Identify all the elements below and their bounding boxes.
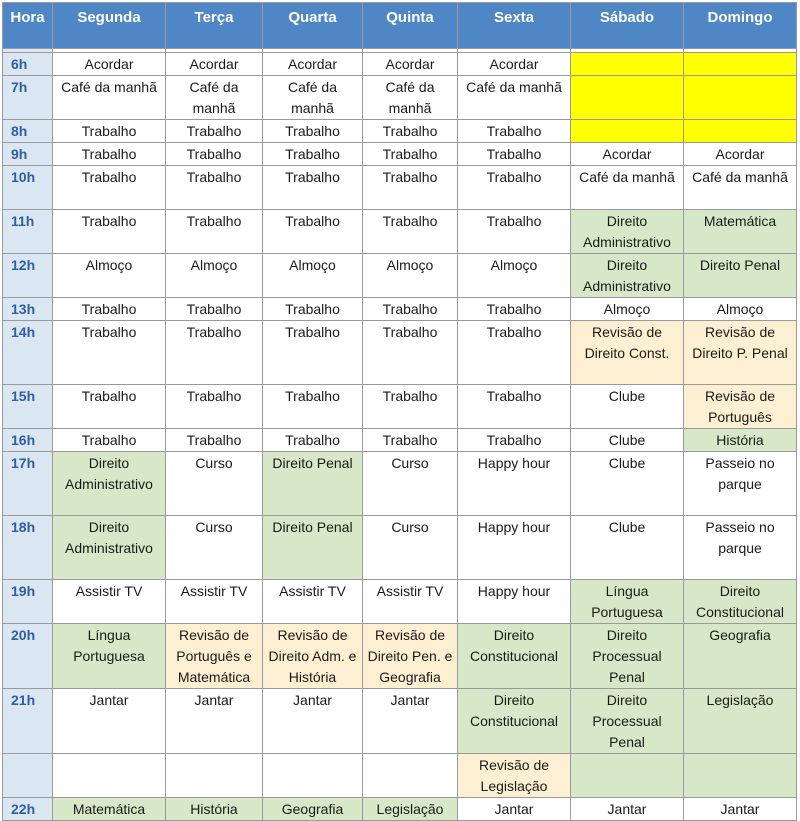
cell-domingo <box>684 76 797 120</box>
cell-sexta: Direito Constitucional <box>458 689 571 754</box>
cell-quinta: Almoço <box>363 254 458 298</box>
cell-domingo: Passeio no parque <box>684 516 797 580</box>
cell-quarta: Acordar <box>263 53 363 76</box>
cell-terca: Revisão de Português e Matemática <box>166 624 263 689</box>
cell-quinta <box>363 754 458 798</box>
cell-sexta: Trabalho <box>458 143 571 166</box>
hour-label: 11h <box>3 210 53 254</box>
cell-quinta: Curso <box>363 516 458 580</box>
cell-segunda: Direito Administrativo <box>53 516 166 580</box>
cell-quinta: Trabalho <box>363 429 458 452</box>
cell-segunda: Acordar <box>53 53 166 76</box>
schedule-row <box>3 254 797 298</box>
cell-terca: Trabalho <box>166 385 263 429</box>
hour-label: 15h <box>3 385 53 429</box>
hour-label: 7h <box>3 76 53 120</box>
schedule-row <box>3 516 797 580</box>
cell-quinta: Curso <box>363 452 458 516</box>
schedule-row <box>3 53 797 76</box>
hour-label: 8h <box>3 120 53 143</box>
cell-sabado: Café da manhã <box>571 166 684 210</box>
hour-label: 18h <box>3 516 53 580</box>
hour-label: 17h <box>3 452 53 516</box>
cell-sexta: Trabalho <box>458 120 571 143</box>
cell-terca: Assistir TV <box>166 580 263 624</box>
cell-sabado: Jantar <box>571 798 684 821</box>
cell-terca: Trabalho <box>166 120 263 143</box>
cell-segunda: Trabalho <box>53 120 166 143</box>
cell-quarta: Trabalho <box>263 385 363 429</box>
cell-sabado: Acordar <box>571 143 684 166</box>
cell-sexta: Jantar <box>458 798 571 821</box>
header-domingo: Domingo <box>684 3 797 49</box>
cell-terca: Curso <box>166 452 263 516</box>
cell-terca: Trabalho <box>166 166 263 210</box>
cell-quarta: Jantar <box>263 689 363 754</box>
cell-quarta: Trabalho <box>263 298 363 321</box>
cell-segunda: Trabalho <box>53 385 166 429</box>
cell-quinta: Legislação <box>363 798 458 821</box>
cell-segunda: Direito Administrativo <box>53 452 166 516</box>
cell-segunda: Trabalho <box>53 166 166 210</box>
cell-quarta: Trabalho <box>263 120 363 143</box>
hour-label: 14h <box>3 321 53 385</box>
header-sexta: Sexta <box>458 3 571 49</box>
cell-sabado: Clube <box>571 429 684 452</box>
cell-domingo <box>684 120 797 143</box>
cell-sabado: Direito Processual Penal <box>571 689 684 754</box>
header-quarta: Quarta <box>263 3 363 49</box>
cell-sexta: Trabalho <box>458 321 571 385</box>
cell-domingo: Almoço <box>684 298 797 321</box>
cell-sexta: Direito Constitucional <box>458 624 571 689</box>
cell-domingo: Jantar <box>684 798 797 821</box>
cell-quarta: Trabalho <box>263 321 363 385</box>
schedule-row <box>3 120 797 143</box>
cell-sabado: Almoço <box>571 298 684 321</box>
cell-domingo: Acordar <box>684 143 797 166</box>
cell-quarta: Trabalho <box>263 166 363 210</box>
schedule-row <box>3 298 797 321</box>
cell-sabado: Direito Administrativo <box>571 210 684 254</box>
schedule-row <box>3 143 797 166</box>
cell-sexta: Revisão de Legislação <box>458 754 571 798</box>
header-quinta: Quinta <box>363 3 458 49</box>
weekly-schedule-table <box>2 2 797 821</box>
cell-terca: Trabalho <box>166 321 263 385</box>
cell-segunda: Trabalho <box>53 298 166 321</box>
header-hora: Hora <box>3 3 53 49</box>
cell-sabado <box>571 76 684 120</box>
hour-label: 22h <box>3 798 53 821</box>
schedule-row <box>3 452 797 516</box>
cell-domingo: Revisão de Português <box>684 385 797 429</box>
schedule-row <box>3 624 797 689</box>
hour-label: 13h <box>3 298 53 321</box>
cell-domingo: Passeio no parque <box>684 452 797 516</box>
cell-quinta: Revisão de Direito Pen. e Geografia <box>363 624 458 689</box>
cell-sexta: Almoço <box>458 254 571 298</box>
schedule-row <box>3 210 797 254</box>
schedule-row <box>3 321 797 385</box>
cell-sexta: Happy hour <box>458 452 571 516</box>
cell-quarta: Trabalho <box>263 210 363 254</box>
cell-domingo <box>684 53 797 76</box>
cell-quinta: Trabalho <box>363 385 458 429</box>
cell-terca: Curso <box>166 516 263 580</box>
cell-quinta: Trabalho <box>363 120 458 143</box>
cell-sabado: Clube <box>571 385 684 429</box>
cell-sabado: Língua Portuguesa <box>571 580 684 624</box>
cell-terca <box>166 754 263 798</box>
cell-segunda: Trabalho <box>53 143 166 166</box>
cell-sexta: Café da manhã <box>458 76 571 120</box>
cell-sabado: Direito Processual Penal <box>571 624 684 689</box>
cell-sexta: Trabalho <box>458 385 571 429</box>
cell-segunda: Jantar <box>53 689 166 754</box>
hour-label: 10h <box>3 166 53 210</box>
schedule-row <box>3 385 797 429</box>
cell-segunda <box>53 754 166 798</box>
cell-domingo: Matemática <box>684 210 797 254</box>
header-segunda: Segunda <box>53 3 166 49</box>
header-row <box>3 3 797 49</box>
schedule-row <box>3 76 797 120</box>
cell-domingo: História <box>684 429 797 452</box>
cell-terca: Jantar <box>166 689 263 754</box>
cell-segunda: Trabalho <box>53 321 166 385</box>
cell-quarta: Geografia <box>263 798 363 821</box>
cell-quinta: Trabalho <box>363 143 458 166</box>
cell-terca: História <box>166 798 263 821</box>
hour-label: 16h <box>3 429 53 452</box>
cell-domingo: Direito Penal <box>684 254 797 298</box>
schedule-row <box>3 166 797 210</box>
cell-sabado: Direito Administrativo <box>571 254 684 298</box>
cell-sabado <box>571 120 684 143</box>
cell-sexta: Trabalho <box>458 210 571 254</box>
header-sabado: Sábado <box>571 3 684 49</box>
cell-sabado: Clube <box>571 452 684 516</box>
cell-terca: Trabalho <box>166 210 263 254</box>
cell-quarta: Direito Penal <box>263 452 363 516</box>
cell-quarta <box>263 754 363 798</box>
schedule-row <box>3 754 797 798</box>
hour-label: 19h <box>3 580 53 624</box>
cell-segunda: Língua Portuguesa <box>53 624 166 689</box>
cell-quinta: Trabalho <box>363 210 458 254</box>
header-terca: Terça <box>166 3 263 49</box>
cell-segunda: Matemática <box>53 798 166 821</box>
cell-terca: Trabalho <box>166 298 263 321</box>
cell-segunda: Café da manhã <box>53 76 166 120</box>
cell-sexta: Acordar <box>458 53 571 76</box>
cell-sexta: Happy hour <box>458 580 571 624</box>
cell-sexta: Trabalho <box>458 429 571 452</box>
cell-quarta: Direito Penal <box>263 516 363 580</box>
cell-quinta: Trabalho <box>363 298 458 321</box>
cell-segunda: Trabalho <box>53 429 166 452</box>
cell-terca: Acordar <box>166 53 263 76</box>
cell-domingo <box>684 754 797 798</box>
cell-domingo: Geografia <box>684 624 797 689</box>
cell-sabado: Clube <box>571 516 684 580</box>
hour-label <box>3 754 53 798</box>
schedule-row <box>3 689 797 754</box>
cell-segunda: Almoço <box>53 254 166 298</box>
cell-sexta: Trabalho <box>458 298 571 321</box>
cell-segunda: Assistir TV <box>53 580 166 624</box>
schedule-row <box>3 798 797 821</box>
cell-sabado <box>571 754 684 798</box>
cell-sexta: Happy hour <box>458 516 571 580</box>
cell-quinta: Jantar <box>363 689 458 754</box>
cell-quinta: Assistir TV <box>363 580 458 624</box>
cell-segunda: Trabalho <box>53 210 166 254</box>
cell-quarta: Café da manhã <box>263 76 363 120</box>
cell-quarta: Almoço <box>263 254 363 298</box>
hour-label: 20h <box>3 624 53 689</box>
cell-quarta: Assistir TV <box>263 580 363 624</box>
cell-terca: Café da manhã <box>166 76 263 120</box>
schedule-row <box>3 429 797 452</box>
cell-terca: Almoço <box>166 254 263 298</box>
cell-quinta: Café da manhã <box>363 76 458 120</box>
cell-quarta: Trabalho <box>263 143 363 166</box>
cell-domingo: Revisão de Direito P. Penal <box>684 321 797 385</box>
cell-domingo: Legislação <box>684 689 797 754</box>
hour-label: 9h <box>3 143 53 166</box>
cell-sexta: Trabalho <box>458 166 571 210</box>
cell-quarta: Trabalho <box>263 429 363 452</box>
hour-label: 6h <box>3 53 53 76</box>
cell-quinta: Trabalho <box>363 321 458 385</box>
cell-sabado: Revisão de Direito Const. <box>571 321 684 385</box>
cell-terca: Trabalho <box>166 143 263 166</box>
cell-sabado <box>571 53 684 76</box>
schedule-row <box>3 580 797 624</box>
hour-label: 12h <box>3 254 53 298</box>
cell-domingo: Café da manhã <box>684 166 797 210</box>
cell-domingo: Direito Constitucional <box>684 580 797 624</box>
cell-terca: Trabalho <box>166 429 263 452</box>
cell-quinta: Acordar <box>363 53 458 76</box>
cell-quinta: Trabalho <box>363 166 458 210</box>
cell-quarta: Revisão de Direito Adm. e História <box>263 624 363 689</box>
schedule-body <box>3 53 797 821</box>
hour-label: 21h <box>3 689 53 754</box>
